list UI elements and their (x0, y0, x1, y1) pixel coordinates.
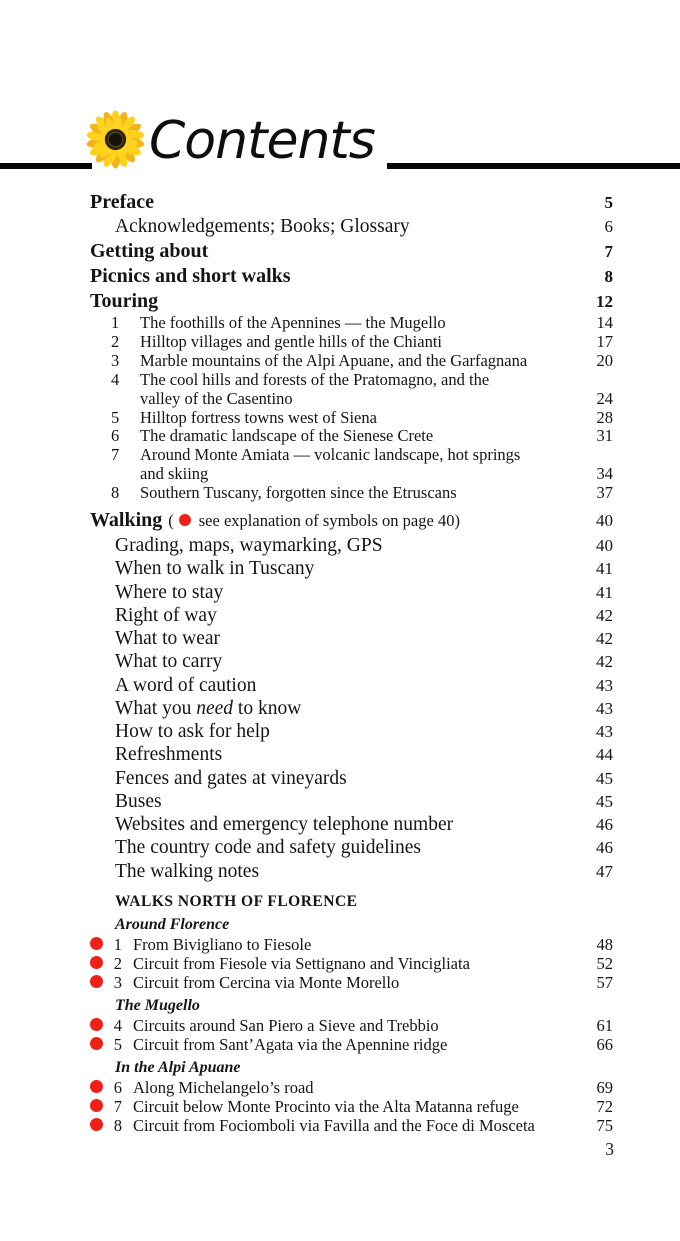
toc-subentry-row (90, 627, 613, 650)
walk-dot-icon (90, 1037, 103, 1050)
walk-dot-icon (90, 1099, 103, 1112)
entry-page-number: 8 (604, 267, 613, 286)
entry-page-number: 43 (596, 722, 613, 742)
entry-label: and skiing (140, 464, 209, 484)
tour-number: 5 (111, 407, 120, 427)
entry-label: Buses (115, 790, 162, 812)
entry-label: What to wear (115, 628, 221, 650)
toc-subentry-row (90, 581, 613, 604)
entry-label: Around Monte Amiata — volcanic landscape, hot springs (140, 445, 521, 465)
entry-label: Right of way (115, 604, 217, 626)
walk-dot-icon (90, 1118, 103, 1131)
toc-tour-item-row-continued (90, 390, 613, 409)
toc-tour-item-row (90, 314, 613, 333)
entry-page-number: 72 (596, 1096, 613, 1116)
header-rule-left (0, 163, 92, 169)
entry-page-number: 31 (596, 426, 613, 446)
toc-subentry-row (90, 604, 613, 627)
entry-label: Acknowledgements; Books; Glossary (115, 216, 410, 237)
entry-page-number: 52 (596, 953, 613, 973)
entry-page-number: 34 (596, 464, 613, 484)
entry-page-number: 14 (596, 313, 613, 332)
entry-page-number: 17 (596, 331, 613, 351)
walk-number: 3 (113, 972, 122, 992)
toc-subentry-row (90, 215, 613, 239)
entry-page-number: 6 (604, 217, 613, 236)
entry-label: The Mugello (115, 996, 200, 1014)
toc-tour-item-row (90, 484, 613, 503)
entry-label: Circuit from Fiesole via Settignano and Vincigliata (133, 953, 470, 973)
toc-subentry-row (90, 650, 613, 673)
toc-heading-row (90, 264, 613, 289)
toc-subentry-row (90, 767, 613, 790)
entry-page-number: 57 (596, 972, 613, 992)
toc-section-heading (90, 997, 613, 1015)
walk-number: 8 (113, 1115, 122, 1135)
walking-note-text: see explanation of symbols on page 40) (198, 511, 460, 531)
entry-page-number: 7 (604, 242, 613, 261)
entry-page-number: 46 (596, 815, 613, 835)
entry-label: Touring (90, 290, 159, 312)
entry-page-number: 12 (596, 292, 613, 311)
toc-tour-item-row (90, 352, 613, 371)
entry-label: How to ask for help (115, 721, 270, 743)
toc-heading-row (90, 190, 613, 215)
entry-label: From Bivigliano to Fiesole (133, 934, 312, 954)
walk-number: 1 (113, 934, 122, 954)
entry-label: Grading, maps, waymarking, GPS (115, 535, 383, 557)
entry-label-pre: What you (115, 697, 197, 719)
entry-label: Walking (90, 509, 163, 532)
entry-page-number: 42 (596, 652, 613, 672)
entry-page-number: 66 (596, 1034, 613, 1054)
entry-page-number: 40 (596, 536, 613, 556)
symbol-dot-icon (179, 514, 191, 526)
header-rule-right (387, 163, 680, 169)
tour-number: 1 (111, 313, 120, 332)
entry-label (115, 697, 301, 720)
entry-label: Circuit below Monte Procinto via the Alta Matanna refuge (133, 1096, 519, 1116)
entry-label: Circuit from Sant’Agata via the Apennine ridge (133, 1034, 448, 1054)
tour-number: 4 (111, 369, 120, 389)
toc-tour-item-row-continued (90, 465, 613, 484)
toc-tour-item-row (90, 409, 613, 428)
tour-number: 8 (111, 483, 120, 503)
walk-dot-icon (90, 975, 103, 988)
toc-walk-item-row (90, 935, 613, 954)
toc-tour-item-row (90, 427, 613, 446)
entry-label: Websites and emergency telephone number (115, 814, 454, 836)
entry-label: In the Alpi Apuane (115, 1058, 241, 1076)
walk-dot-icon (90, 937, 103, 950)
entry-label: The country code and safety guidelines (115, 837, 421, 859)
toc-walk-item-row (90, 1078, 613, 1097)
entry-page-number: 41 (596, 559, 613, 579)
toc-walk-item-row (90, 1016, 613, 1035)
entry-label: A word of caution (115, 674, 257, 696)
toc-section-heading (90, 1059, 613, 1077)
entry-label: Circuit from Cercina via Monte Morello (133, 972, 400, 992)
entry-page-number: 48 (596, 934, 613, 954)
entry-label: Picnics and short walks (90, 265, 291, 287)
folio-page-number: 3 (605, 1139, 614, 1159)
toc-subentry-row (90, 813, 613, 836)
tour-number: 3 (111, 350, 120, 370)
entry-page-number: 46 (596, 838, 613, 858)
entry-page-number: 43 (596, 698, 613, 718)
walk-dot-icon (90, 956, 103, 969)
entry-page-number: 61 (596, 1015, 613, 1035)
entry-label: The cool hills and forests of the Pratomagno, and the (140, 369, 490, 389)
toc-subentry-row (90, 860, 613, 883)
entry-label: WALKS NORTH OF FLORENCE (115, 892, 358, 910)
entry-page-number: 47 (596, 861, 613, 881)
entry-page-number: 45 (596, 768, 613, 788)
entry-label-emphasis: need (196, 697, 234, 719)
entry-label: The walking notes (115, 860, 260, 882)
tour-number: 2 (111, 331, 120, 351)
toc-walk-item-row (90, 1116, 613, 1135)
entry-label: Circuit from Fociomboli via Favilla and the Foce di Mosceta (133, 1115, 535, 1135)
entry-label: Hilltop fortress towns west of Siena (140, 407, 377, 427)
walk-number: 5 (113, 1034, 122, 1054)
toc-heading-row (90, 289, 613, 314)
toc-subentry-row (90, 743, 613, 766)
toc-subentry-row (90, 557, 613, 580)
entry-page-number: 41 (596, 582, 613, 602)
toc-walk-item-row (90, 1097, 613, 1116)
toc-heading-row (90, 239, 613, 264)
walk-number: 7 (113, 1096, 122, 1116)
sunflower-icon (86, 110, 145, 169)
toc-subentry-row (90, 697, 613, 720)
entry-page-number: 37 (596, 483, 613, 503)
entry-label: valley of the Casentino (140, 388, 293, 408)
toc-tour-item-row (90, 446, 613, 465)
toc-section-heading (90, 916, 613, 934)
toc-subentry-row (90, 836, 613, 859)
toc-walk-item-row (90, 1035, 613, 1054)
entry-label-post: to know (233, 697, 302, 719)
entry-label: What to carry (115, 651, 223, 673)
entry-page-number: 40 (596, 511, 613, 531)
entry-label: Marble mountains of the Alpi Apuane, and the Garfagnana (140, 350, 528, 370)
entry-page-number: 28 (596, 407, 613, 427)
toc-walk-item-row (90, 954, 613, 973)
walking-note-open-paren: ( (168, 511, 174, 531)
walk-dot-icon (90, 1018, 103, 1031)
entry-page-number: 42 (596, 629, 613, 649)
entry-label: Where to stay (115, 581, 224, 603)
entry-page-number: 43 (596, 675, 613, 695)
entry-label: Circuits around San Piero a Sieve and Trebbio (133, 1015, 439, 1035)
toc-subentry-row (90, 674, 613, 697)
entry-page-number: 69 (596, 1077, 613, 1097)
tour-number: 7 (111, 445, 120, 465)
walk-dot-icon (90, 1080, 103, 1093)
entry-label: Fences and gates at vineyards (115, 767, 347, 789)
entry-label: Hilltop villages and gentle hills of the Chianti (140, 331, 442, 351)
entry-label: When to walk in Tuscany (115, 558, 315, 580)
walk-number: 4 (113, 1015, 122, 1035)
page-title: Contents (149, 111, 375, 171)
toc-walk-item-row (90, 973, 613, 992)
entry-label: Refreshments (115, 744, 223, 766)
entry-label: The foothills of the Apennines — the Mugello (140, 313, 446, 332)
toc-subentry-row (90, 790, 613, 813)
entry-page-number: 20 (596, 350, 613, 370)
entry-label: The dramatic landscape of the Sienese Crete (140, 426, 434, 446)
entry-label: Preface (90, 191, 155, 213)
walk-number: 2 (113, 953, 122, 973)
entry-page-number: 24 (596, 388, 613, 408)
walk-number: 6 (113, 1077, 122, 1097)
toc-tour-item-row (90, 333, 613, 352)
entry-label: Southern Tuscany, forgotten since the Etruscans (140, 483, 457, 503)
entry-page-number: 45 (596, 791, 613, 811)
toc-subentry-row (90, 534, 613, 557)
toc-tour-item-row (90, 371, 613, 390)
entry-label: Along Michelangelo’s road (133, 1077, 314, 1097)
walking-heading-row (90, 507, 613, 534)
entry-label: Around Florence (115, 915, 230, 933)
toc-caps-heading (90, 892, 613, 911)
entry-page-number: 42 (596, 605, 613, 625)
entry-label: Getting about (90, 240, 209, 262)
entry-page-number: 75 (596, 1115, 613, 1135)
toc-subentry-row (90, 720, 613, 743)
entry-page-number: 44 (596, 745, 613, 765)
entry-page-number: 5 (604, 193, 613, 212)
tour-number: 6 (111, 426, 120, 446)
table-of-contents (90, 190, 613, 1135)
